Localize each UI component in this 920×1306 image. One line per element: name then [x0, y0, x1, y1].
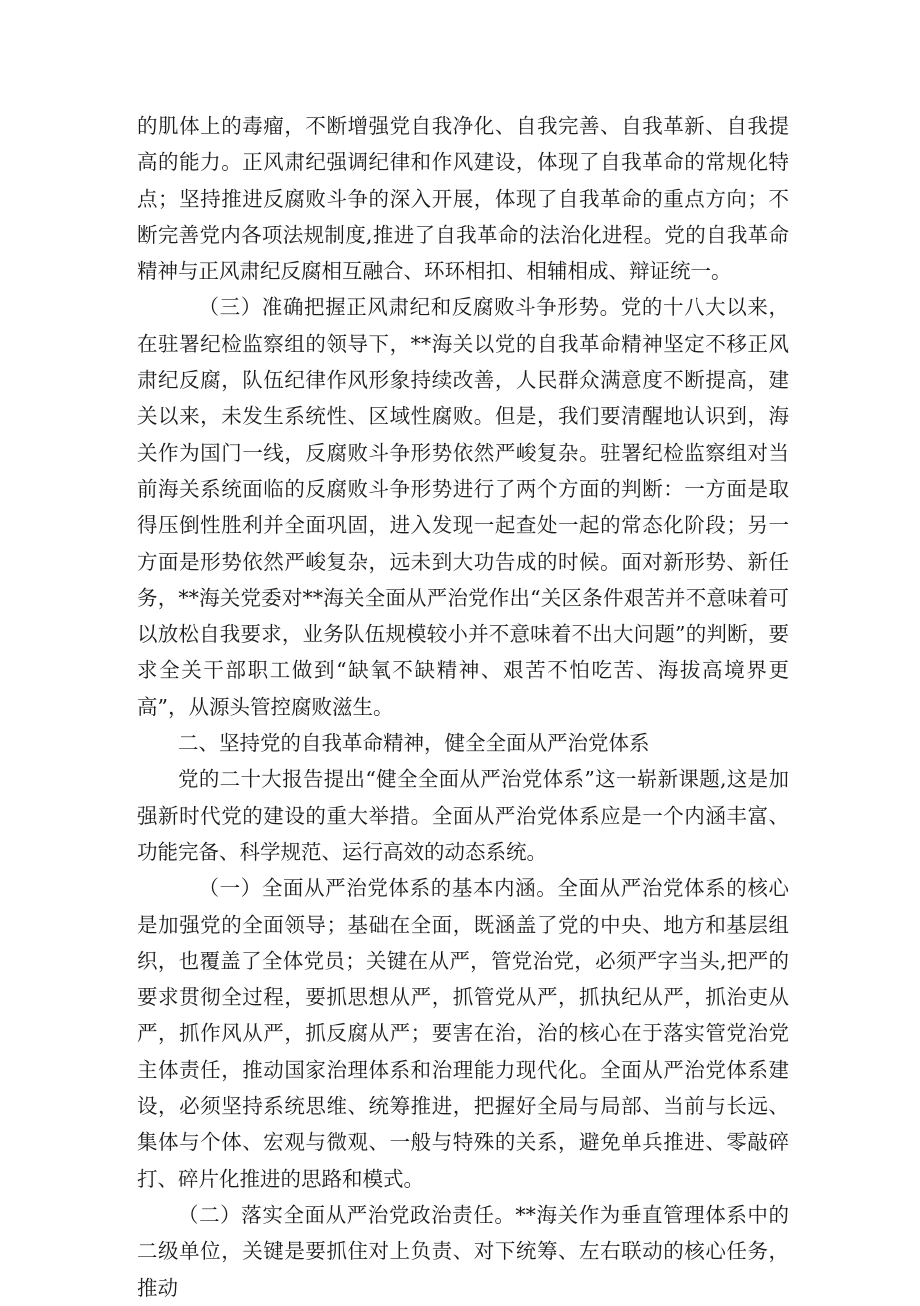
section-heading-2: 二、坚持党的自我革命精神，健全全面从严治党体系 [178, 731, 650, 756]
paragraph-continuation: 的肌体上的毒瘤，不断增强党自我净化、自我完善、自我革新、自我提高的能力。正风肃纪强调纪律和作风建设，体现了自我革命的常规化特点；坚持推进反腐败斗争的深入开展，体现了自我革命的重点方向；不断完善党内各项法规制度,推进了自我革命的法治化进程。党的自我革命精神与正风肃纪反腐相互融合、环环相扣、相辅相成、辩证统一。 [137, 114, 789, 284]
paragraph-subsection-2: （二）落实全面从严治党政治责任。**海关作为垂直管理体系中的二级单位，关键是要抓住对上负责、对下统筹、左右联动的核心任务，推动 [137, 1202, 789, 1300]
paragraph-section-3: （三）准确把握正风肃纪和反腐败斗争形势。党的十八大以来，在驻署纪检监察组的领导下，**海关以党的自我革命精神坚定不移正风肃纪反腐，队伍纪律作风形象持续改善，人民群众满意度不断提高，建关以来，未发生系统性、区域性腐败。但是，我们要清醒地认识到，海关作为国门一线，反腐败斗争形势依然严峻复杂。驻署纪检监察组对当前海关系统面临的反腐败斗争形势进行了两个方面的判断：一方面是取得压倒性胜利并全面巩固，进入发现一起查处一起的常态化阶段；另一方面是形势依然严峻复杂，远未到大功告成的时候。面对新形势、新任务，**海关党委对**海关全面从严治党作出“关区条件艰苦并不意味着可以放松自我要求，业务队伍规模较小并不意味着不出大问题”的判断，要求全关干部职工做到“缺氧不缺精神、艰苦不怕吃苦、海拔高境界更高”，从源头管控腐败滋生。 [137, 295, 789, 719]
paragraph-subsection-1: （一）全面从严治党体系的基本内涵。全面从严治党体系的核心是加强党的全面领导；基础在全面，既涵盖了党的中央、地方和基层组织，也覆盖了全体党员；关键在从严，管党治党，必须严字当头,把严的要求贯彻全过程，要抓思想从严，抓管党从严，抓执纪从严，抓治吏从严，抓作风从严，抓反腐从严；要害在治，治的核心在于落实管党治党主体责任，推动国家治理体系和治理能力现代化。全面从严治党体系建设，必须坚持系统思维、统筹推进，把握好全局与局部、当前与长远、集体与个体、宏观与微观、一般与特殊的关系，避免单兵推进、零敲碎打、碎片化推进的思路和模式。 [137, 876, 789, 1191]
paragraph-intro: 党的二十大报告提出“健全全面从严治党体系”这一崭新课题,这是加强新时代党的建设的重大举措。全面从严治党体系应是一个内涵丰富、功能完备、科学规范、运行高效的动态系统。 [137, 767, 789, 864]
document-body [137, 108, 789, 1306]
